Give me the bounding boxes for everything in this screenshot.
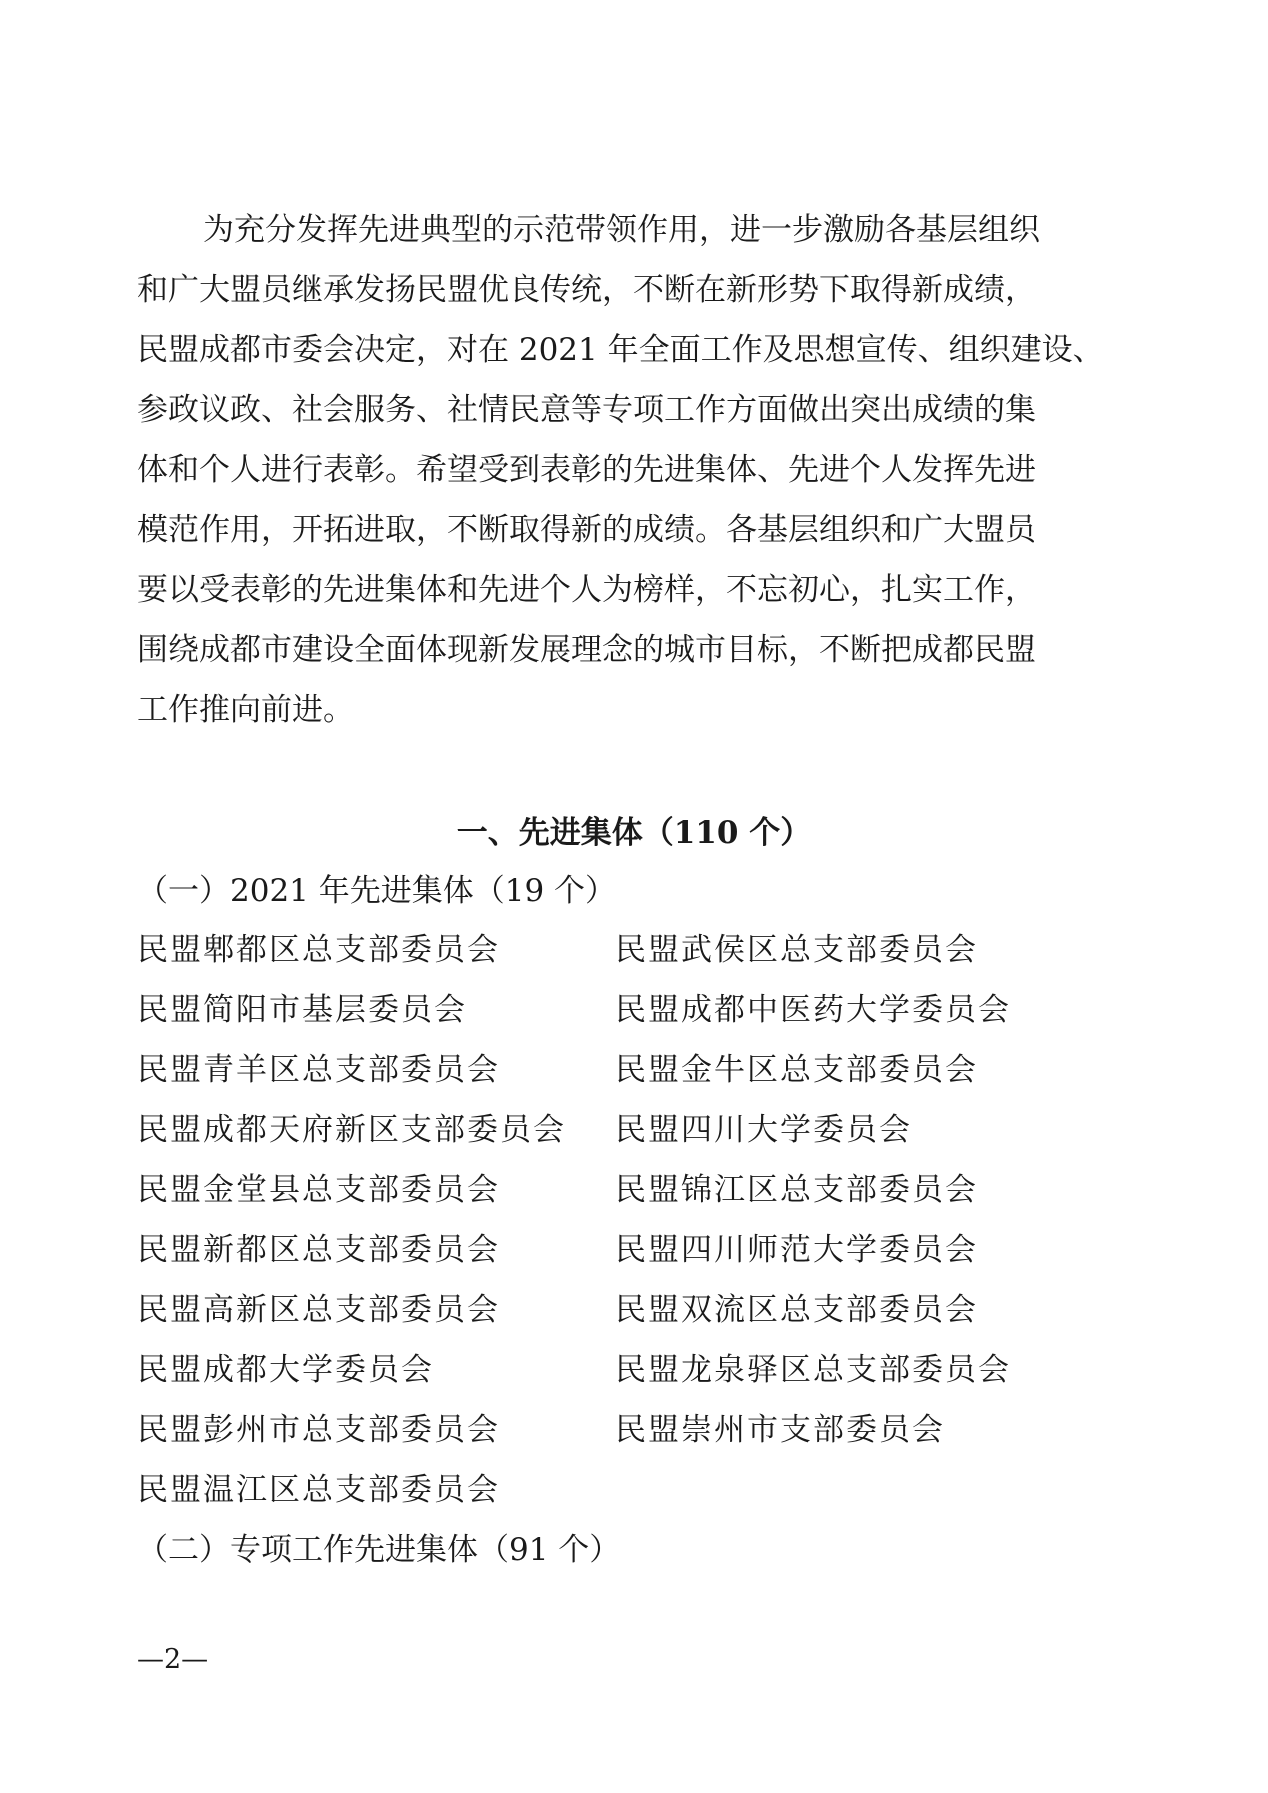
organization-item: 民盟成都天府新区支部委员会 <box>137 1112 566 1148</box>
organization-item: 民盟四川师范大学委员会 <box>615 1232 978 1268</box>
organization-item: 民盟四川大学委员会 <box>615 1112 912 1148</box>
paragraph-line: 模范作用，开拓进取，不断取得新的成绩。各基层组织和广大盟员 <box>137 512 1036 548</box>
organization-item: 民盟龙泉驿区总支部委员会 <box>615 1352 1011 1388</box>
body-paragraph <box>137 200 1137 740</box>
section-heading: 一、先进集体（110 个） <box>456 815 812 851</box>
organization-item: 民盟高新区总支部委员会 <box>137 1292 500 1328</box>
organization-item: 民盟郫都区总支部委员会 <box>137 932 500 968</box>
paragraph-line: 参政议政、社会服务、社情民意等专项工作方面做出突出成绩的集 <box>137 392 1036 428</box>
paragraph-line: 要以受表彰的先进集体和先进个人为榜样，不忘初心，扎实工作， <box>137 572 1036 608</box>
organization-item: 民盟青羊区总支部委员会 <box>137 1052 500 1088</box>
organization-list <box>137 925 1137 1525</box>
organization-item: 民盟金堂县总支部委员会 <box>137 1172 500 1208</box>
organization-item: 民盟武侯区总支部委员会 <box>615 932 978 968</box>
organization-item: 民盟彭州市总支部委员会 <box>137 1412 500 1448</box>
subsection-heading-2021: （一）2021 年先进集体（19 个） <box>137 873 617 909</box>
subsection-heading-special: （二）专项工作先进集体（91 个） <box>137 1532 621 1568</box>
paragraph-line: 为充分发挥先进典型的示范带领作用，进一步激励各基层组织 <box>203 212 1040 248</box>
paragraph-line: 民盟成都市委会决定，对在 2021 年全面工作及思想宣传、组织建设、 <box>137 332 1104 368</box>
organization-item: 民盟崇州市支部委员会 <box>615 1412 945 1448</box>
paragraph-line: 和广大盟员继承发扬民盟优良传统，不断在新形势下取得新成绩， <box>137 272 1036 308</box>
organization-item: 民盟简阳市基层委员会 <box>137 992 467 1028</box>
organization-item: 民盟双流区总支部委员会 <box>615 1292 978 1328</box>
organization-item: 民盟成都中医药大学委员会 <box>615 992 1011 1028</box>
paragraph-line: 围绕成都市建设全面体现新发展理念的城市目标，不断把成都民盟 <box>137 632 1036 668</box>
organization-item: 民盟成都大学委员会 <box>137 1352 434 1388</box>
organization-item: 民盟温江区总支部委员会 <box>137 1472 500 1508</box>
organization-item: 民盟金牛区总支部委员会 <box>615 1052 978 1088</box>
paragraph-line: 工作推向前进。 <box>137 692 354 728</box>
organization-item: 民盟锦江区总支部委员会 <box>615 1172 978 1208</box>
page-number: —2— <box>137 1644 209 1675</box>
paragraph-line: 体和个人进行表彰。希望受到表彰的先进集体、先进个人发挥先进 <box>137 452 1036 488</box>
organization-item: 民盟新都区总支部委员会 <box>137 1232 500 1268</box>
